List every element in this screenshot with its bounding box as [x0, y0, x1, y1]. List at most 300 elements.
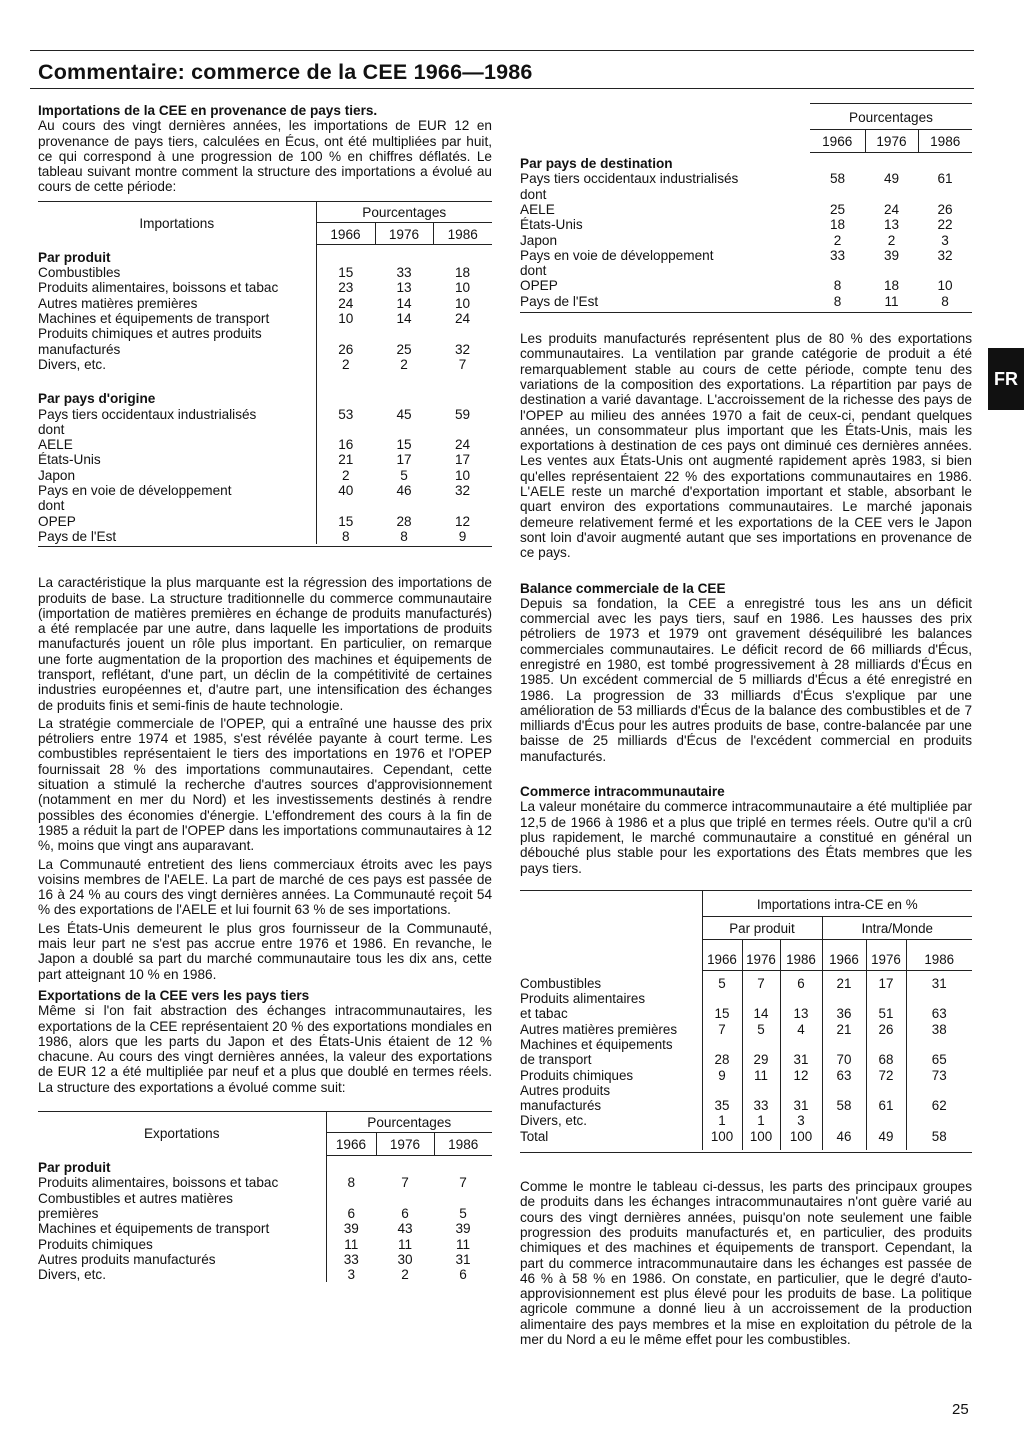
year-1986: 1986 [433, 223, 492, 245]
intra-cell [702, 991, 742, 1006]
intra-row [520, 991, 972, 1006]
intra-cell [906, 1037, 972, 1052]
intra-cell: 33 [742, 1098, 780, 1113]
exports-col-header: Pourcentages [326, 1112, 492, 1133]
year-1966: 1966 [316, 223, 375, 245]
intra-cell [906, 991, 972, 1006]
imports-product-cell [375, 326, 433, 341]
imports-group-product-empty-cell [316, 245, 375, 265]
destination-cell: 2 [833, 232, 842, 248]
intra-cell: 14 [742, 1006, 780, 1021]
year-1966: 1966 [822, 940, 866, 970]
exports-product-row [38, 1252, 492, 1267]
intra-cell: 13 [780, 1006, 822, 1021]
intra-cell [702, 1037, 742, 1052]
imports-col-header: Pourcentages [316, 201, 492, 222]
exports-intro: Même si l'on fait abstraction des échanges intracommunautaires, les exportations de la CEE représentaient 20 % des exportations mondiales en 1986, alors que les parts du Japon et des États-Unis étaient de 12 % chacune. Au cours des vingt dernières années, la valeur des exportations de EUR 12 a été multipliée par neuf et a plus que doublé en termes réels. La structure des exportations a évolué comme suit: [38, 1003, 492, 1095]
exports-product-row-label: Divers, etc. [38, 1267, 106, 1283]
intra-row-label: Combustibles [520, 975, 602, 991]
imports-product-cell: 15 [316, 265, 375, 280]
intra-sub-by-product: Par produit [702, 917, 822, 940]
intra-cell: 63 [906, 1006, 972, 1021]
spacer-cell [38, 372, 316, 386]
year-1986: 1986 [434, 1133, 492, 1155]
imports-origin-cell: 2 [316, 468, 375, 483]
intra-cell: 1 [742, 1113, 780, 1128]
intra-cell: 38 [906, 1022, 972, 1037]
exports-product-row-label: Produits chimiques [38, 1236, 153, 1252]
imports-origin-row [38, 529, 492, 544]
exports-product-cell: 39 [326, 1221, 376, 1236]
imports-origin-cell [375, 498, 433, 513]
destination-cell [918, 187, 972, 202]
imports-product-cell: 2 [316, 357, 375, 372]
imports-origin-row-label: Japon [38, 467, 76, 483]
spacer-row [38, 372, 492, 386]
exports-product-cell: 11 [455, 1236, 471, 1252]
exports-product-cell: 7 [401, 1175, 409, 1191]
imports-origin-cell: 8 [400, 528, 408, 544]
destination-cell [865, 187, 918, 202]
intra-row [520, 1068, 972, 1083]
intra-cell: 63 [822, 1068, 866, 1083]
imports-group-product-empty-cell [375, 245, 433, 265]
intra-row [520, 1113, 972, 1128]
destination-row-label: dont [520, 186, 547, 202]
intra-row [520, 1098, 972, 1113]
intra-cell: 58 [822, 1098, 866, 1113]
intra-row-label: Autres matières premières [520, 1021, 678, 1037]
destination-empty-cell [918, 152, 972, 171]
intra-cell [822, 1113, 866, 1128]
imports-origin-row-label: AELE [38, 437, 73, 453]
imports-product-cell: 33 [396, 265, 412, 281]
imports-origin-row [38, 483, 492, 498]
intra-cell [742, 1083, 780, 1098]
exports-product-cell: 43 [397, 1221, 413, 1237]
imports-product-cell: 2 [400, 356, 408, 372]
exports-product-cell: 11 [397, 1236, 413, 1252]
imports-product-cell: 14 [396, 295, 412, 311]
intra-cell: 12 [780, 1068, 822, 1083]
year-1966: 1966 [326, 1133, 376, 1155]
year-1976: 1976 [742, 940, 780, 970]
balance-text: Depuis sa fondation, la CEE a enregistré tous les ans un déficit commercial avec les pays tiers, sauf en 1986. Les hausses des prix pétroliers de 1973 et 1979 ont gravement déséquilibré les balances commerciales communautaires. Le déficit record de 66 milliards d'Écus, enregistré en 1980, est tombé progressivement à 28 milliards d'Écus en 1985. Un excédent commercial de 5 milliards d'Écus a été enregistré en 1986. La progression de 33 milliards d'Écus s'explique par une amélioration de 53 milliards d'Écus de la balance des combustibles et de 7 milliards d'Écus pour les autres produits de base, contre-balancée par une baisse de 25 milliards d'Écus de l'excédent commercial en produits manufacturés. [520, 595, 972, 764]
intra-cell [866, 1113, 906, 1128]
left-column [38, 103, 492, 1282]
language-tab: FR [988, 348, 1024, 410]
intra-cell [906, 1113, 972, 1128]
destination-cell: 58 [829, 171, 846, 187]
imports-origin-row-label: OPEP [38, 513, 76, 529]
exports-group-product-row [38, 1155, 492, 1175]
destination-row-label: Pays tiers occidentaux industrialisés [520, 171, 739, 187]
imports-origin-cell: 53 [316, 407, 375, 422]
imports-origin-cell: 32 [454, 483, 471, 499]
destination-row-label: États-Unis [520, 217, 583, 233]
title-rule [30, 88, 974, 89]
intra-cell [742, 1037, 780, 1052]
intra-text: La valeur monétaire du commerce intracommunautaire a été multipliée par 12,5 de 1966 à 1986 et a plus que triplé en termes réels. Outre qu'il a crû plus rapidement, le marché communautaire a constitué en général un débouché plus stable pour les exportations des États membres que les pays tiers. [520, 799, 972, 876]
intra-cell: 9 [702, 1068, 742, 1083]
exports-product-cell: 8 [326, 1175, 376, 1190]
exports-product-row [38, 1221, 492, 1236]
imports-group-product-empty-cell [433, 245, 492, 265]
exports-product-row-label: Produits alimentaires, boissons et tabac [38, 1175, 279, 1191]
imports-product-cell: 25 [396, 341, 412, 357]
destination-cell [810, 187, 865, 202]
intra-row [520, 970, 972, 991]
intra-heading: Commerce intracommunautaire [520, 784, 725, 800]
imports-origin-cell [316, 422, 375, 437]
exports-product-cell: 39 [455, 1221, 471, 1237]
destination-cell: 24 [883, 201, 900, 217]
destination-row-label: AELE [520, 201, 555, 217]
intra-cell: 6 [780, 970, 822, 991]
imports-origin-cell: 15 [396, 437, 412, 453]
intra-row [520, 1022, 972, 1037]
exports-product-cell [376, 1191, 434, 1206]
destination-cell [918, 263, 972, 278]
destination-cell: 8 [941, 293, 949, 309]
destination-empty-cell [865, 152, 918, 171]
intra-row-label: et tabac [520, 1006, 568, 1022]
imports-product-cell: 18 [454, 265, 471, 281]
year-1976: 1976 [375, 223, 433, 245]
exports-heading: Exportations de la CEE vers les pays tiers [38, 987, 310, 1003]
imports-origin-cell: 46 [396, 483, 412, 499]
imports-product-cell: 10 [454, 280, 471, 296]
exports-product-cell: 33 [326, 1252, 376, 1267]
page-title: Commentaire: commerce de la CEE 1966—1986 [38, 60, 533, 84]
intra-cell: 26 [866, 1022, 906, 1037]
intra-cell: 62 [906, 1098, 972, 1113]
exports-product-cell: 5 [459, 1206, 467, 1221]
destination-row [520, 248, 972, 263]
imports-group-origin-empty-cell [433, 386, 492, 406]
destination-cell: 3 [941, 232, 949, 248]
year-1976: 1976 [865, 130, 918, 152]
intra-cell: 61 [866, 1098, 906, 1113]
exports-product-row [38, 1191, 492, 1206]
imports-origin-cell: 40 [316, 483, 375, 498]
imports-origin-cell: 15 [316, 514, 375, 529]
imports-origin-cell: 24 [454, 437, 471, 453]
imports-table [38, 201, 492, 544]
intra-cell: 7 [702, 1022, 742, 1037]
imports-origin-cell: 12 [454, 513, 471, 529]
imports-product-row-label: manufacturés [38, 341, 121, 357]
imports-group-origin-row [38, 386, 492, 406]
imports-origin-cell: 59 [454, 406, 471, 422]
intra-cell [780, 1083, 822, 1098]
intra-row [520, 1129, 972, 1150]
destination-row [520, 278, 972, 293]
imports-origin-row [38, 498, 492, 513]
imports-product-cell [433, 326, 492, 341]
intra-cell: 21 [822, 1022, 866, 1037]
intra-cell [866, 1083, 906, 1098]
imports-product-row [38, 326, 492, 341]
exports-group-product: Par produit [38, 1160, 111, 1176]
destination-row [520, 202, 972, 217]
destination-cell: 8 [833, 293, 842, 309]
destination-cell: 33 [829, 247, 846, 263]
intra-table [520, 890, 972, 1150]
imports-origin-cell: 10 [454, 467, 471, 483]
exports-product-cell: 7 [459, 1175, 467, 1191]
intra-cell [822, 991, 866, 1006]
intra-row-label: de transport [520, 1052, 592, 1068]
year-1986: 1986 [780, 940, 822, 970]
imports-product-cell: 14 [396, 311, 412, 327]
imports-origin-row-label: États-Unis [38, 452, 101, 468]
imports-product-cell: 32 [454, 341, 471, 357]
imports-origin-cell: 28 [396, 513, 412, 529]
intra-cell: 21 [822, 970, 866, 991]
imports-origin-cell [433, 422, 492, 437]
imports-origin-row [38, 514, 492, 529]
imports-product-row [38, 296, 492, 311]
imports-group-origin-empty-cell [375, 386, 433, 406]
destination-group: Par pays de destination [520, 156, 673, 172]
intra-cell: 29 [742, 1052, 780, 1067]
intra-cell [780, 991, 822, 1006]
imports-commentary-paragraph: La stratégie commerciale de l'OPEP, qui a entraîné une hausse des prix pétroliers entre 1974 et 1985, s'est révélée payante à court terme. Les combustibles représentaient le tiers des importations en 1976 et l'OPEP fournissait 28 % des importations communautaires. Cependant, cette situation a stimulé la recherche d'autres sources d'approvisionnement (notamment en mer du Nord) et les investissements destinés à rendre possibles des économies d'énergie. L'effondrement des cours à la fin de 1985 a réduit la part de l'OPEP dans les importations communautaires à 12 %, moins que vingt ans auparavant. [38, 715, 492, 854]
destination-row-label: Pays de l'Est [520, 293, 599, 309]
imports-commentary-paragraph: Les États-Unis demeurent le plus gros fournisseur de la Communauté, mais leur part ne s'est pas accrue entre 1976 et 1986. En revanche, le Japon a doublé sa part du marché communautaire tous les dix ans, cette part atteignant 10 % en 1986. [38, 920, 492, 982]
imports-origin-cell: 9 [458, 528, 467, 544]
destination-row [520, 217, 972, 232]
exports-commentary: Les produits manufacturés représentent plus de 80 % des exportations communautaires. La ventilation par grande catégorie de produit a été remarquablement stable au cours de cette période, compte tenu des variations de la composition des exportations. La répartition par pays de destination a varié davantage. L'accroissement de la richesse des pays de l'OPEP au milieu des années 1970 a fait de ceux-ci, pendant quelques années, un consommateur plus important que les États-Unis, mais les exportations à destination de ces pays ont diminué ces dernières années. Les ventes aux États-Unis ont augmenté rapidement après 1983, si bien qu'elles représentaient 22 % des exportations communautaires en 1986. L'AELE reste un marché d'exportation important et stable, absorbant le quart environ des exportations communautaires. Le marché japonais demeure relativement fermé et les exportations de la CEE vers le Japon sont loin d'avoir augmenté autant que ses importations en provenance de ce pays. [520, 331, 972, 561]
exports-product-row-label: Machines et équipements de transport [38, 1221, 270, 1237]
imports-product-row [38, 265, 492, 280]
imports-heading: Importations de la CEE en provenance de pays tiers. [38, 103, 378, 118]
imports-product-row [38, 342, 492, 357]
destination-cell: 2 [887, 232, 896, 248]
destination-col-header: Pourcentages [810, 104, 972, 130]
intra-row [520, 1083, 972, 1098]
intra-cell [866, 1037, 906, 1052]
destination-empty-cell [810, 152, 865, 171]
intra-cell: 100 [780, 1129, 822, 1150]
imports-product-cell: 7 [458, 356, 467, 372]
exports-product-row-label: Autres produits manufacturés [38, 1251, 216, 1267]
intra-cell: 100 [742, 1129, 780, 1150]
exports-product-cell [326, 1191, 376, 1206]
imports-origin-row [38, 452, 492, 467]
intra-cell: 17 [866, 970, 906, 991]
destination-cell: 8 [833, 278, 842, 294]
intra-row-label: Machines et équipements [520, 1036, 673, 1052]
intra-cell [906, 1083, 972, 1098]
imports-origin-cell: 17 [454, 452, 471, 468]
intra-cell: 65 [906, 1052, 972, 1067]
intra-cell [702, 1083, 742, 1098]
intra-cell: 1 [702, 1113, 742, 1128]
imports-product-cell: 10 [316, 311, 375, 326]
right-column [520, 103, 972, 1350]
year-1986: 1986 [906, 940, 972, 970]
intra-cell: 51 [866, 1006, 906, 1021]
imports-product-cell: 10 [454, 295, 471, 311]
exports-group-product-empty-cell [326, 1155, 376, 1175]
intra-cell: 70 [822, 1052, 866, 1067]
exports-group-product-empty-cell [434, 1155, 492, 1175]
exports-product-row-label: Combustibles et autres matières [38, 1190, 233, 1206]
destination-row-label: dont [520, 263, 547, 279]
imports-group-origin-empty-cell [316, 386, 375, 406]
year-1986: 1986 [918, 130, 972, 152]
destination-group-row [520, 152, 972, 171]
exports-product-cell: 30 [397, 1251, 413, 1267]
intra-cell: 68 [866, 1052, 906, 1067]
imports-origin-cell [433, 498, 492, 513]
imports-origin-cell [375, 422, 433, 437]
destination-table [520, 103, 972, 309]
destination-cell: 18 [883, 278, 900, 294]
imports-product-row [38, 357, 492, 372]
imports-product-row [38, 280, 492, 295]
destination-cell [865, 263, 918, 278]
imports-origin-row [38, 407, 492, 422]
imports-commentary-paragraph: La caractéristique la plus marquante est la régression des importations de produits de base. La structure traditionnelle du commerce communautaire (importation de matières premières en échange de produits manufacturés) a été remplacée par une autre, dans laquelle les importations de produits manufacturés jouent un rôle plus important. En particulier, on remarque une forte augmentation de la proportion des machines et équipements de transport, reflétant, d'une part, un déclin de la compétitivité de certaines industries européennes et, d'autre part, une intensification des échanges de produits finis et semi-finis de haute technologie. [38, 575, 492, 713]
imports-origin-row [38, 422, 492, 437]
exports-product-cell: 11 [326, 1237, 376, 1252]
intra-cell [822, 1083, 866, 1098]
imports-origin-row [38, 437, 492, 452]
destination-cell: 10 [937, 278, 953, 294]
imports-commentary-paragraph: La Communauté entretient des liens commerciaux étroits avec les pays voisins membres de l'AELE. La part de marché de ces pays est passée de 16 à 24 % au cours des vingt dernières années. La Communauté reçoit 54 % des exportations de l'AELE et lui fournit 63 % de ses importations. [38, 856, 492, 918]
exports-product-cell: 31 [455, 1251, 471, 1267]
imports-origin-cell: 5 [400, 467, 408, 483]
destination-cell: 49 [883, 171, 900, 187]
imports-origin-cell: 16 [316, 437, 375, 452]
exports-product-cell: 3 [326, 1267, 376, 1282]
imports-origin-cell: 45 [396, 406, 412, 422]
intra-cell: 31 [780, 1052, 822, 1067]
page-number: 25 [952, 1401, 969, 1418]
destination-row-label: Pays en voie de développement [520, 247, 714, 263]
imports-product-row-label: Combustibles [38, 265, 121, 281]
intra-row-label: Total [520, 1128, 549, 1144]
exports-product-cell: 2 [401, 1267, 409, 1283]
exports-product-row-label: premières [38, 1206, 99, 1221]
destination-row [520, 233, 972, 248]
intra-cell: 58 [906, 1129, 972, 1150]
imports-group-product-row [38, 245, 492, 265]
destination-cell: 13 [883, 217, 900, 233]
destination-cell: 61 [937, 171, 953, 187]
imports-row-header: Importations [38, 201, 316, 245]
intra-cell: 46 [822, 1129, 866, 1150]
year-1966: 1966 [810, 130, 865, 152]
imports-product-row-label: Divers, etc. [38, 356, 106, 372]
intra-cell: 49 [866, 1129, 906, 1150]
imports-product-row-label: Autres matières premières [38, 295, 198, 311]
top-rule [30, 50, 974, 51]
spacer-cell [316, 372, 375, 386]
imports-origin-cell [316, 498, 375, 513]
imports-product-row-label: Machines et équipements de transport [38, 311, 270, 327]
imports-origin-row-label: Pays en voie de développement [38, 483, 232, 499]
intra-row-label: manufacturés [520, 1098, 602, 1114]
intra-cell [866, 991, 906, 1006]
destination-cell [810, 263, 865, 278]
intra-cell [780, 1037, 822, 1052]
exports-product-row [38, 1175, 492, 1190]
destination-cell: 11 [884, 293, 899, 309]
balance-heading: Balance commerciale de la CEE [520, 580, 726, 596]
imports-origin-row-label: Pays tiers occidentaux industrialisés [38, 406, 257, 422]
exports-product-row [38, 1206, 492, 1221]
imports-product-cell: 24 [316, 296, 375, 311]
intra-cell: 15 [702, 1006, 742, 1021]
intra-row [520, 1052, 972, 1067]
intra-cell: 5 [742, 1022, 780, 1037]
destination-cell: 22 [937, 217, 953, 233]
intra-cell: 7 [742, 970, 780, 991]
imports-product-row-label: Produits chimiques et autres produits [38, 326, 262, 342]
intra-cell: 31 [780, 1098, 822, 1113]
imports-origin-row [38, 468, 492, 483]
imports-product-cell: 13 [396, 280, 412, 296]
destination-cell: 32 [937, 247, 953, 263]
imports-product-row-label: Produits alimentaires, boissons et tabac [38, 280, 279, 296]
destination-row [520, 171, 972, 186]
exports-product-row [38, 1237, 492, 1252]
exports-group-product-empty-cell [376, 1155, 434, 1175]
spacer-cell [433, 372, 492, 386]
imports-origin-row-label: dont [38, 421, 65, 437]
imports-group-product: Par produit [38, 249, 111, 265]
year-1976: 1976 [866, 940, 906, 970]
imports-origin-cell: 21 [316, 452, 375, 467]
destination-row [520, 294, 972, 309]
destination-cell: 18 [829, 217, 846, 233]
intra-row-label: Autres produits [520, 1082, 611, 1098]
destination-row-label: OPEP [520, 278, 558, 294]
imports-origin-row-label: Pays de l'Est [38, 528, 117, 544]
intra-cell: 73 [906, 1068, 972, 1083]
destination-row [520, 263, 972, 278]
intra-cell: 28 [702, 1052, 742, 1067]
intra-cell: 11 [742, 1068, 780, 1083]
imports-product-cell: 23 [316, 280, 375, 295]
imports-origin-row-label: dont [38, 498, 65, 514]
year-1976: 1976 [376, 1133, 434, 1155]
imports-group-origin: Par pays d'origine [38, 391, 156, 407]
imports-product-row [38, 311, 492, 326]
exports-product-row [38, 1267, 492, 1282]
intra-cell: 5 [702, 970, 742, 991]
exports-product-cell: 6 [326, 1206, 376, 1221]
intra-row-label: Produits chimiques [520, 1067, 634, 1083]
destination-cell: 25 [829, 201, 846, 217]
intra-cell: 31 [906, 970, 972, 991]
intra-cell: 72 [866, 1068, 906, 1083]
intra-cell: 100 [702, 1129, 742, 1150]
imports-origin-cell: 17 [396, 452, 412, 468]
imports-intro: Au cours des vingt dernières années, les importations de EUR 12 en provenance de pays tiers, calculées en Écus, ont été multipliées par huit, ce qui correspond à une progression de 100 % en chiffres déflatés. Le tableau suivant montre comment la structure des importations a évolué au cours de cette période: [38, 118, 492, 195]
intra-cell: 4 [780, 1022, 822, 1037]
intra-cell: 3 [780, 1113, 822, 1128]
destination-cell: 39 [883, 247, 900, 263]
imports-product-cell [316, 326, 375, 341]
exports-product-cell [434, 1191, 492, 1206]
imports-product-cell: 26 [316, 342, 375, 357]
intra-header: Importations intra-CE en % [702, 890, 972, 916]
